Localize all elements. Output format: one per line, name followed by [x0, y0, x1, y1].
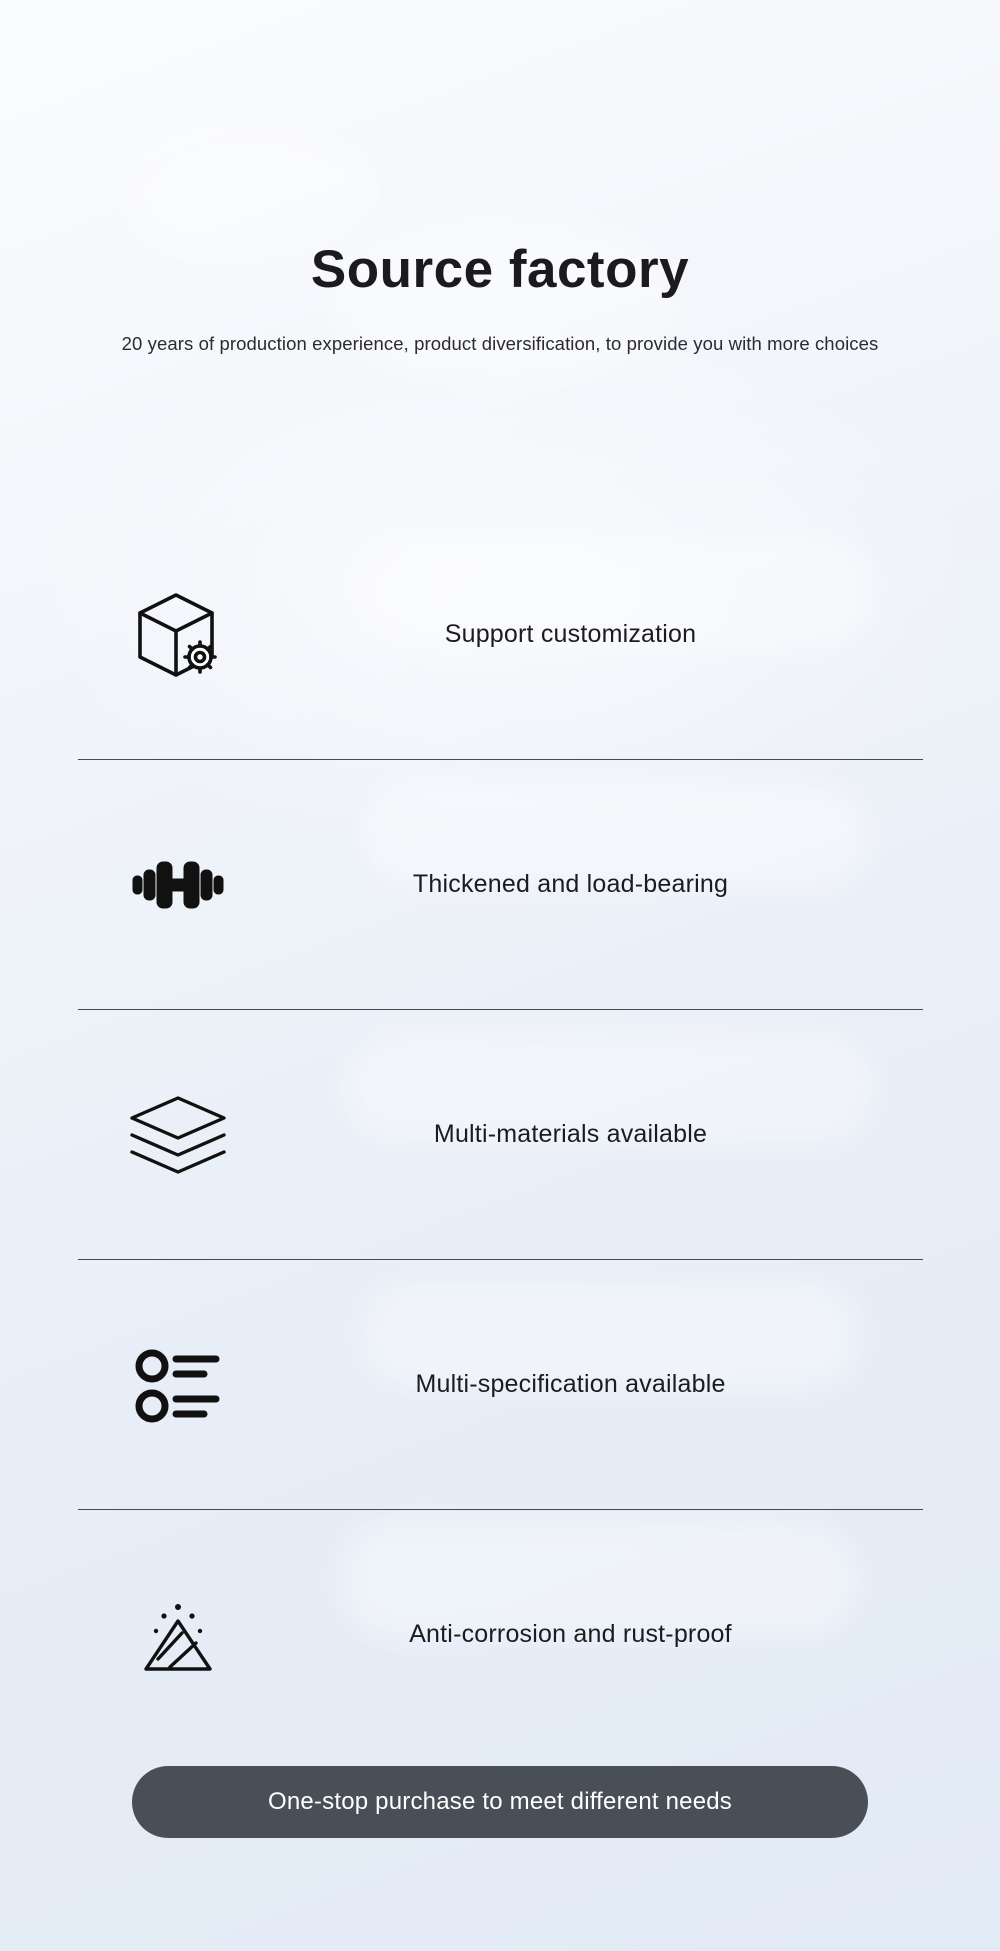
feature-item-multi-specification: [78, 1260, 923, 1510]
cta-container: [0, 1766, 1000, 1838]
feature-item-thickened-load-bearing: [78, 760, 923, 1010]
page-header: [0, 0, 1000, 355]
feature-label: Multi-specification available: [415, 1370, 726, 1398]
dumbbell-icon: [78, 831, 278, 939]
feature-label: Anti-corrosion and rust-proof: [409, 1620, 732, 1648]
feature-item-anti-corrosion: [78, 1510, 923, 1759]
anti-corrosion-icon: [78, 1583, 278, 1687]
page-title: Source factory: [310, 240, 690, 299]
layers-icon: [78, 1080, 278, 1190]
feature-label: Support customization: [444, 620, 697, 648]
page-subtitle: 20 years of production experience, product diversification, to provide you with more choices: [121, 333, 879, 354]
feature-label: Multi-materials available: [433, 1120, 708, 1148]
feature-list: [78, 510, 923, 1759]
one-stop-purchase-button[interactable]: One-stop purchase to meet different needs: [132, 1766, 868, 1838]
box-gear-icon: [78, 583, 278, 687]
list-settings-icon: [78, 1333, 278, 1437]
feature-item-support-customization: [78, 510, 923, 760]
feature-label: Thickened and load-bearing: [412, 870, 729, 898]
feature-item-multi-materials: [78, 1010, 923, 1260]
